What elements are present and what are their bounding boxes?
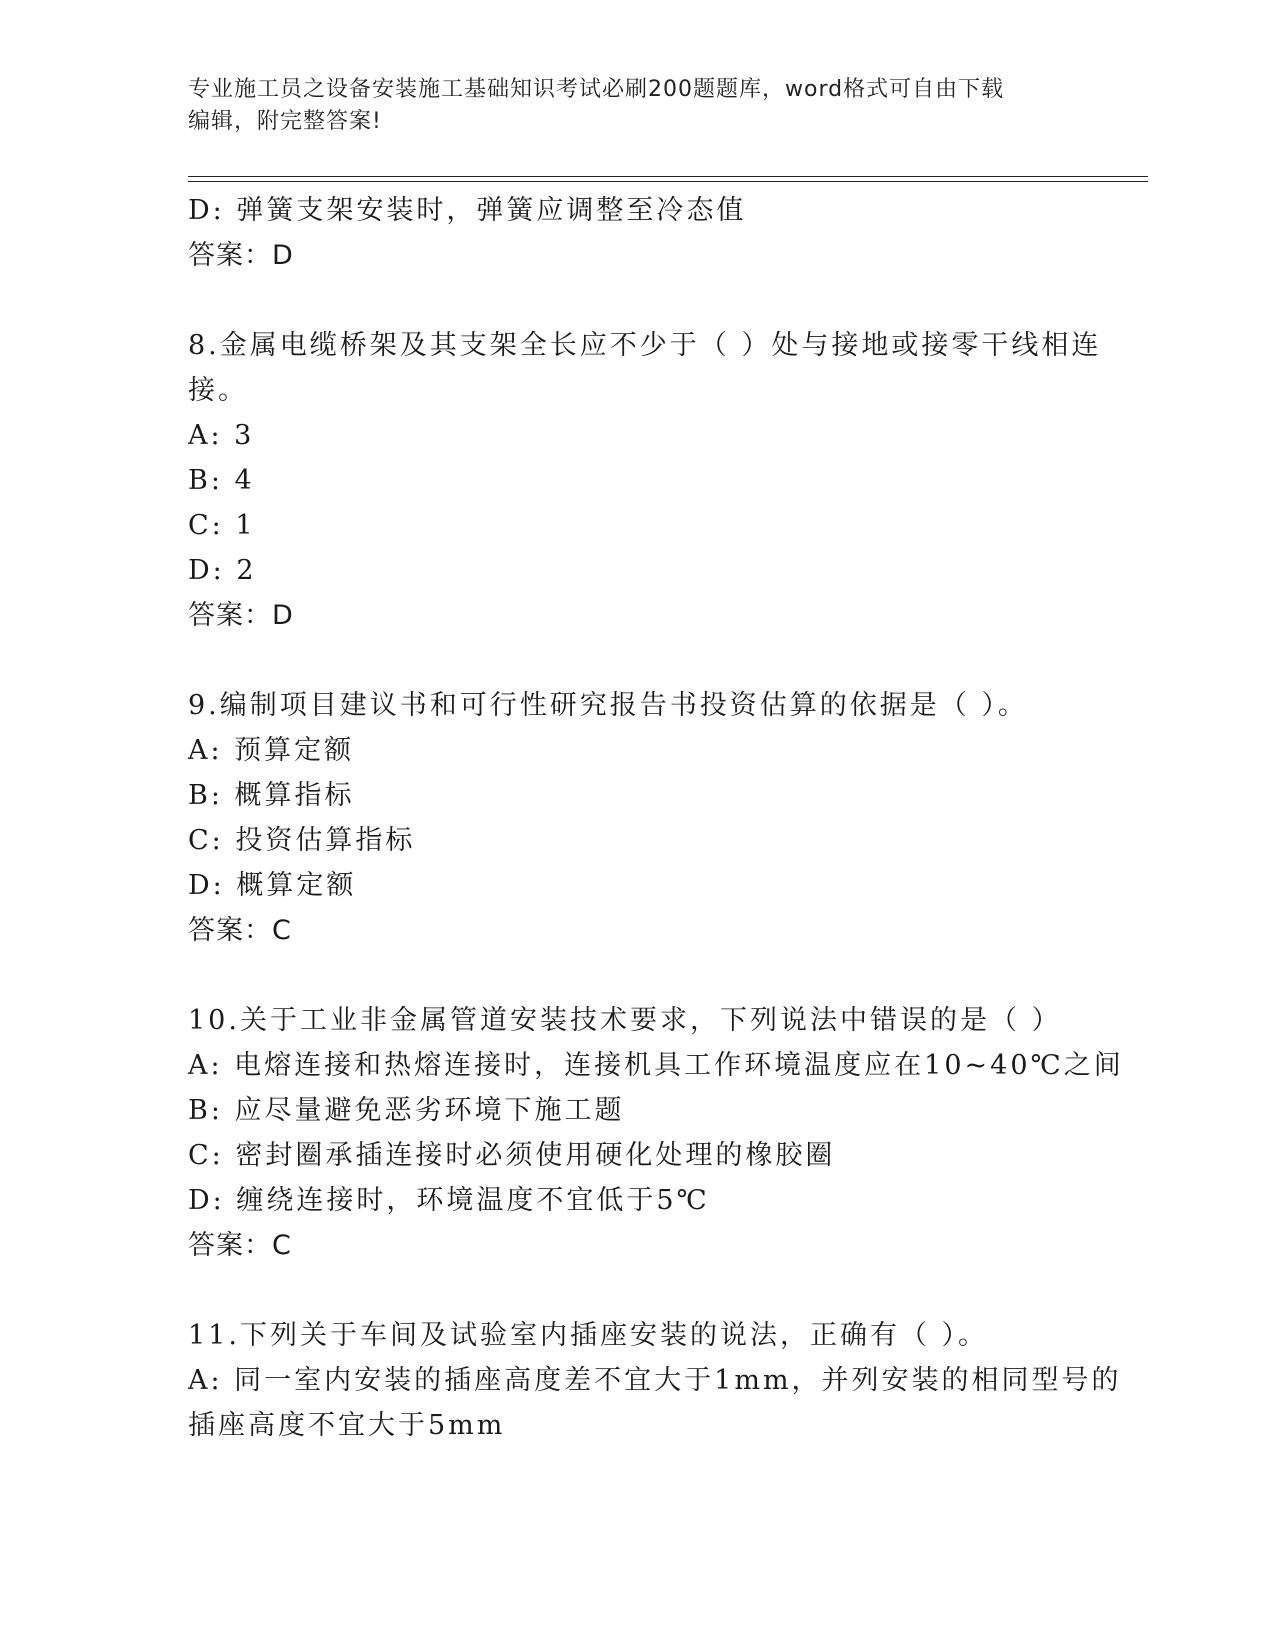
question-stem: 10.关于工业非金属管道安装技术要求，下列说法中错误的是（ ） xyxy=(188,1005,1062,1036)
option-a: A: 3 xyxy=(188,420,255,451)
answer-line: 答案：C xyxy=(188,1230,292,1261)
option-c: C: 1 xyxy=(188,510,256,541)
question-8 xyxy=(188,323,1102,638)
spacer xyxy=(188,278,1088,323)
answer-line: 答案：D xyxy=(188,240,294,271)
question-9 xyxy=(188,683,1088,953)
option-b: B: 概算指标 xyxy=(188,780,355,811)
header-line-1: 专业施工员之设备安装施工基础知识考试必刷200题题库，word格式可自由下载 xyxy=(188,77,1005,102)
question-stem-line-2: 接。 xyxy=(188,375,248,406)
header-line-2: 编辑，附完整答案! xyxy=(188,109,382,134)
question-stem: 11.下列关于车间及试验室内插座安装的说法，正确有（ ）。 xyxy=(188,1320,989,1351)
question-10 xyxy=(188,998,1124,1268)
question-stem-line-1: 8.金属电缆桥架及其支架全长应不少于（ ）处与接地或接零干线相连 xyxy=(188,330,1102,361)
question-7-tail xyxy=(188,188,1088,278)
option-c: C: 密封圈承插连接时必须使用硬化处理的橡胶圈 xyxy=(188,1140,836,1171)
document-header xyxy=(188,74,1068,138)
answer-line: 答案：D xyxy=(188,600,294,631)
question-11 xyxy=(188,1313,1122,1448)
option-c: C: 投资估算指标 xyxy=(188,825,416,856)
spacer xyxy=(188,1268,1088,1313)
option-a-line-1: A: 同一室内安装的插座高度差不宜大于1mm，并列安装的相同型号的 xyxy=(188,1365,1122,1396)
option-a: A: 预算定额 xyxy=(188,735,355,766)
option-a: A: 电熔连接和热熔连接时，连接机具工作环境温度应在10~40℃之间 xyxy=(188,1050,1124,1081)
spacer xyxy=(188,953,1088,998)
option-b: B: 4 xyxy=(188,465,255,496)
answer-line: 答案：C xyxy=(188,915,292,946)
option-b: B: 应尽量避免恶劣环境下施工题 xyxy=(188,1095,625,1126)
option-d: D: 缠绕连接时，环境温度不宜低于5℃ xyxy=(188,1185,710,1216)
option-d: D: 2 xyxy=(188,555,257,586)
header-rule-top xyxy=(188,176,1148,177)
option-d: D: 弹簧支架安装时，弹簧应调整至冷态值 xyxy=(188,195,747,226)
option-d: D: 概算定额 xyxy=(188,870,357,901)
question-list xyxy=(188,188,1124,1448)
header-rule-bottom xyxy=(188,181,1148,182)
question-stem: 9.编制项目建议书和可行性研究报告书投资估算的依据是（ ）。 xyxy=(188,690,1028,721)
spacer xyxy=(188,638,1088,683)
option-a-line-2: 插座高度不宜大于5mm xyxy=(188,1410,506,1441)
